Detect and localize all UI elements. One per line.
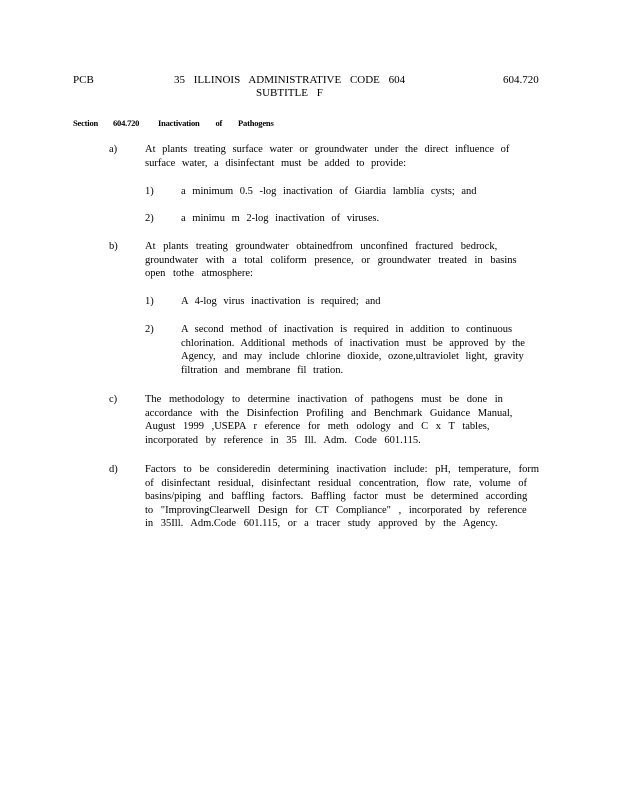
- header-subtitle: SUBTITLE F: [256, 87, 323, 99]
- header-agency: PCB: [73, 74, 94, 86]
- subitem-text-b1: A 4-log virus inactivation is required; and: [181, 296, 381, 307]
- item-label-d: d): [109, 464, 118, 475]
- header-code-title: 35 ILLINOIS ADMINISTRATIVE CODE 604: [174, 74, 406, 86]
- section-number: 604.720: [113, 118, 140, 128]
- subitem-label-b1: 1): [145, 296, 154, 307]
- section-label: Section: [73, 118, 99, 128]
- subitem-label-b2: 2): [145, 324, 154, 335]
- header-section-number: 604.720: [503, 74, 539, 86]
- item-label-b: b): [109, 241, 118, 252]
- item-text-d: Factors to be consideredin determining inactivation include: pH, temperature, form of disinfectant residual, disinfectant residual concentration, flow rate, volume of basins/piping and baffling factors. Baffling factor must be determined according to "ImprovingClearwell Design for CT Compliance" , incorporated by reference in 35Ill. Adm.Code 601.115, or a tracer study approved by the Agency.: [145, 464, 540, 529]
- subitem-text-b2: A second method of inactivation is required in addition to continuous chlorination. Additional methods of inactivation must be approved by the Agency, and may include chlorine dioxide, ozone,ultraviolet light, gravity filtration and membrane fil tration.: [181, 324, 525, 376]
- subitem-text-a1: a minimum 0.5 -log inactivation of Giardia lamblia cysts; and: [181, 186, 477, 197]
- subitem-label-a1: 1): [145, 186, 154, 197]
- item-text-a: At plants treating surface water or groundwater under the direct influence of surface water, a disinfectant must be added to provide:: [145, 144, 510, 169]
- subitem-label-a2: 2): [145, 213, 154, 224]
- item-text-c: The methodology to determine inactivation of pathogens must be done in accordance with the Disinfection Profiling and Benchmark Guidance Manual, August 1999 ,USEPA r eference for meth odology and C x T tables, incorporated by reference in 35 Ill. Adm. Code 601.115.: [145, 394, 513, 446]
- item-label-a: a): [109, 144, 118, 155]
- section-title: Inactivation of Pathogens: [158, 118, 274, 128]
- item-text-b: At plants treating groundwater obtainedfrom unconfined fractured bedrock, groundwater with a total coliform presence, or groundwater treated in basins open tothe atmosphere:: [145, 241, 517, 279]
- subitem-text-a2: a minimu m 2-log inactivation of viruses.: [181, 213, 380, 224]
- item-label-c: c): [109, 394, 118, 405]
